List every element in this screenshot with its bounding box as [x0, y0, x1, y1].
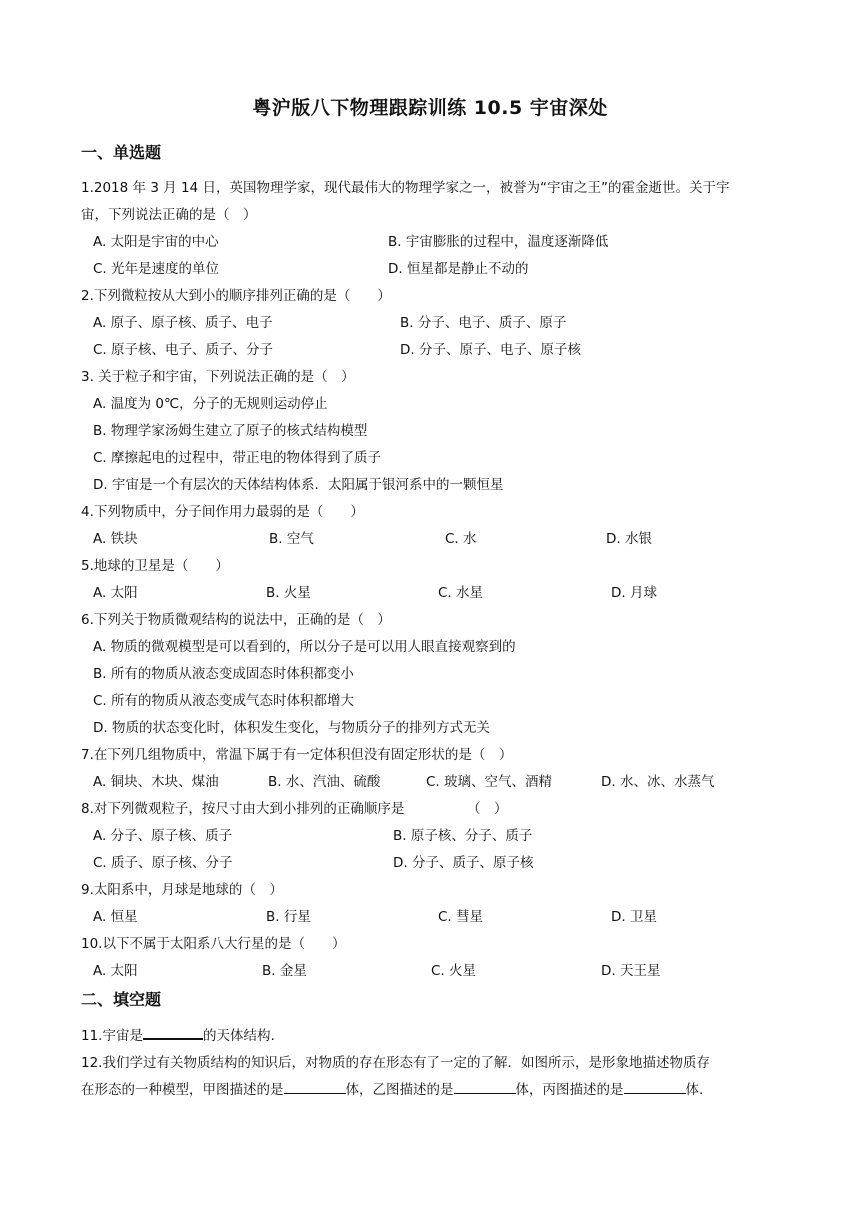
question-2-option-a: A. 原子、原子核、质子、电子: [93, 315, 273, 331]
question-4-stem: 4.下列物质中，分子间作用力最弱的是（ ）: [81, 504, 364, 520]
section-heading-single-choice: 一、单选题: [81, 143, 162, 162]
question-8-answer-paren: （ ）: [467, 801, 508, 817]
question-12-line1: 12.我们学过有关物质结构的知识后，对物质的存在形态有了一定的了解．如图所示，是形象地描述物质存: [81, 1055, 710, 1071]
question-2-option-b: B. 分子、电子、质子、原子: [400, 315, 567, 331]
question-9-option-b: B. 行星: [266, 909, 311, 925]
question-11-text-after: 的天体结构.: [202, 1028, 275, 1044]
question-10-option-c: C. 火星: [431, 963, 477, 979]
question-12-blank-1[interactable]: [284, 1079, 346, 1094]
question-11-text-before: 11.宇宙是: [81, 1028, 143, 1044]
question-6-option-d: D. 物质的状态变化时，体积发生变化，与物质分子的排列方式无关: [93, 720, 490, 736]
question-1-option-d: D. 恒星都是静止不动的: [388, 261, 529, 277]
question-8-option-a: A. 分子、原子核、质子: [93, 828, 233, 844]
question-1-option-a: A. 太阳是宇宙的中心: [93, 234, 219, 250]
question-3-option-a: A. 温度为 0℃，分子的无规则运动停止: [93, 396, 328, 412]
question-3-option-d: D. 宇宙是一个有层次的天体结构体系．太阳属于银河系中的一颗恒星: [93, 477, 504, 493]
question-10-stem: 10.以下不属于太阳系八大行星的是（ ）: [81, 936, 346, 952]
question-10-option-a: A. 太阳: [93, 963, 138, 979]
question-1-option-c: C. 光年是速度的单位: [93, 261, 220, 277]
question-3-option-c: C. 摩擦起电的过程中，带正电的物体得到了质子: [93, 450, 382, 466]
question-5-option-b: B. 火星: [266, 585, 311, 601]
question-8-option-c: C. 质子、原子核、分子: [93, 855, 233, 871]
question-6-option-c: C. 所有的物质从液态变成气态时体积都增大: [93, 693, 355, 709]
question-8-stem: [81, 797, 781, 817]
question-7-stem: 7.在下列几组物质中，常温下属于有一定体积但没有固定形状的是（ ）: [81, 747, 513, 763]
question-7-option-c: C. 玻璃、空气、酒精: [426, 774, 553, 790]
question-10-option-d: D. 天王星: [601, 963, 661, 979]
question-4-option-a: A. 铁块: [93, 531, 138, 547]
question-11: [81, 1024, 781, 1044]
question-12-text-before: 在形态的一种模型，甲图描述的是: [81, 1082, 284, 1098]
question-7-option-d: D. 水、冰、水蒸气: [601, 774, 715, 790]
question-8-stem-text: 8.对下列微观粒子，按尺寸由大到小排列的正确顺序是: [81, 801, 405, 817]
question-12-blank-3[interactable]: [624, 1079, 686, 1094]
question-7-option-a: A. 铜块、木块、煤油: [93, 774, 219, 790]
question-12-text-mid2: 体，丙图描述的是: [515, 1082, 624, 1098]
question-3-stem: 3. 关于粒子和宇宙，下列说法正确的是（ ）: [81, 369, 355, 385]
question-3-option-b: B. 物理学家汤姆生建立了原子的核式结构模型: [93, 423, 368, 439]
question-12-line2: [81, 1078, 781, 1098]
question-11-blank[interactable]: [143, 1024, 203, 1040]
question-9-stem: 9.太阳系中，月球是地球的（ ）: [81, 882, 283, 898]
question-12-blank-2[interactable]: [454, 1079, 516, 1094]
question-6-option-a: A. 物质的微观模型是可以看到的，所以分子是可以用人眼直接观察到的: [93, 639, 516, 655]
question-12-text-mid1: 体，乙图描述的是: [345, 1082, 454, 1098]
question-2-option-d: D. 分子、原子、电子、原子核: [400, 342, 581, 358]
question-9-option-c: C. 彗星: [438, 909, 484, 925]
question-5-option-a: A. 太阳: [93, 585, 138, 601]
question-9-option-a: A. 恒星: [93, 909, 138, 925]
question-12-text-after: 体.: [685, 1082, 704, 1098]
question-5-option-c: C. 水星: [438, 585, 484, 601]
question-6-option-b: B. 所有的物质从液态变成固态时体积都变小: [93, 666, 354, 682]
question-8-option-b: B. 原子核、分子、质子: [393, 828, 533, 844]
question-5-option-d: D. 月球: [611, 585, 657, 601]
question-9-option-d: D. 卫星: [611, 909, 657, 925]
question-1-stem-line2: 宙，下列说法正确的是（ ）: [81, 207, 257, 223]
section-heading-fill-blank: 二、填空题: [81, 990, 162, 1009]
question-5-stem: 5.地球的卫星是（ ）: [81, 558, 229, 574]
page-title: 粤沪版八下物理跟踪训练 10.5 宇宙深处: [252, 97, 608, 119]
question-8-option-d: D. 分子、质子、原子核: [393, 855, 534, 871]
question-7-option-b: B. 水、汽油、硫酸: [268, 774, 381, 790]
question-4-option-b: B. 空气: [269, 531, 314, 547]
question-6-stem: 6.下列关于物质微观结构的说法中，正确的是（ ）: [81, 612, 391, 628]
question-1-stem-line1: 1.2018 年 3 月 14 日，英国物理学家，现代最伟大的物理学家之一，被誉为“宇宙之王”的霍金逝世。关于宇: [81, 180, 730, 196]
question-10-option-b: B. 金星: [262, 963, 307, 979]
question-4-option-c: C. 水: [445, 531, 477, 547]
question-4-option-d: D. 水银: [606, 531, 652, 547]
question-2-option-c: C. 原子核、电子、质子、分子: [93, 342, 274, 358]
question-1-option-b: B. 宇宙膨胀的过程中，温度逐渐降低: [388, 234, 609, 250]
question-2-stem: 2.下列微粒按从大到小的顺序排列正确的是（ ）: [81, 288, 391, 304]
